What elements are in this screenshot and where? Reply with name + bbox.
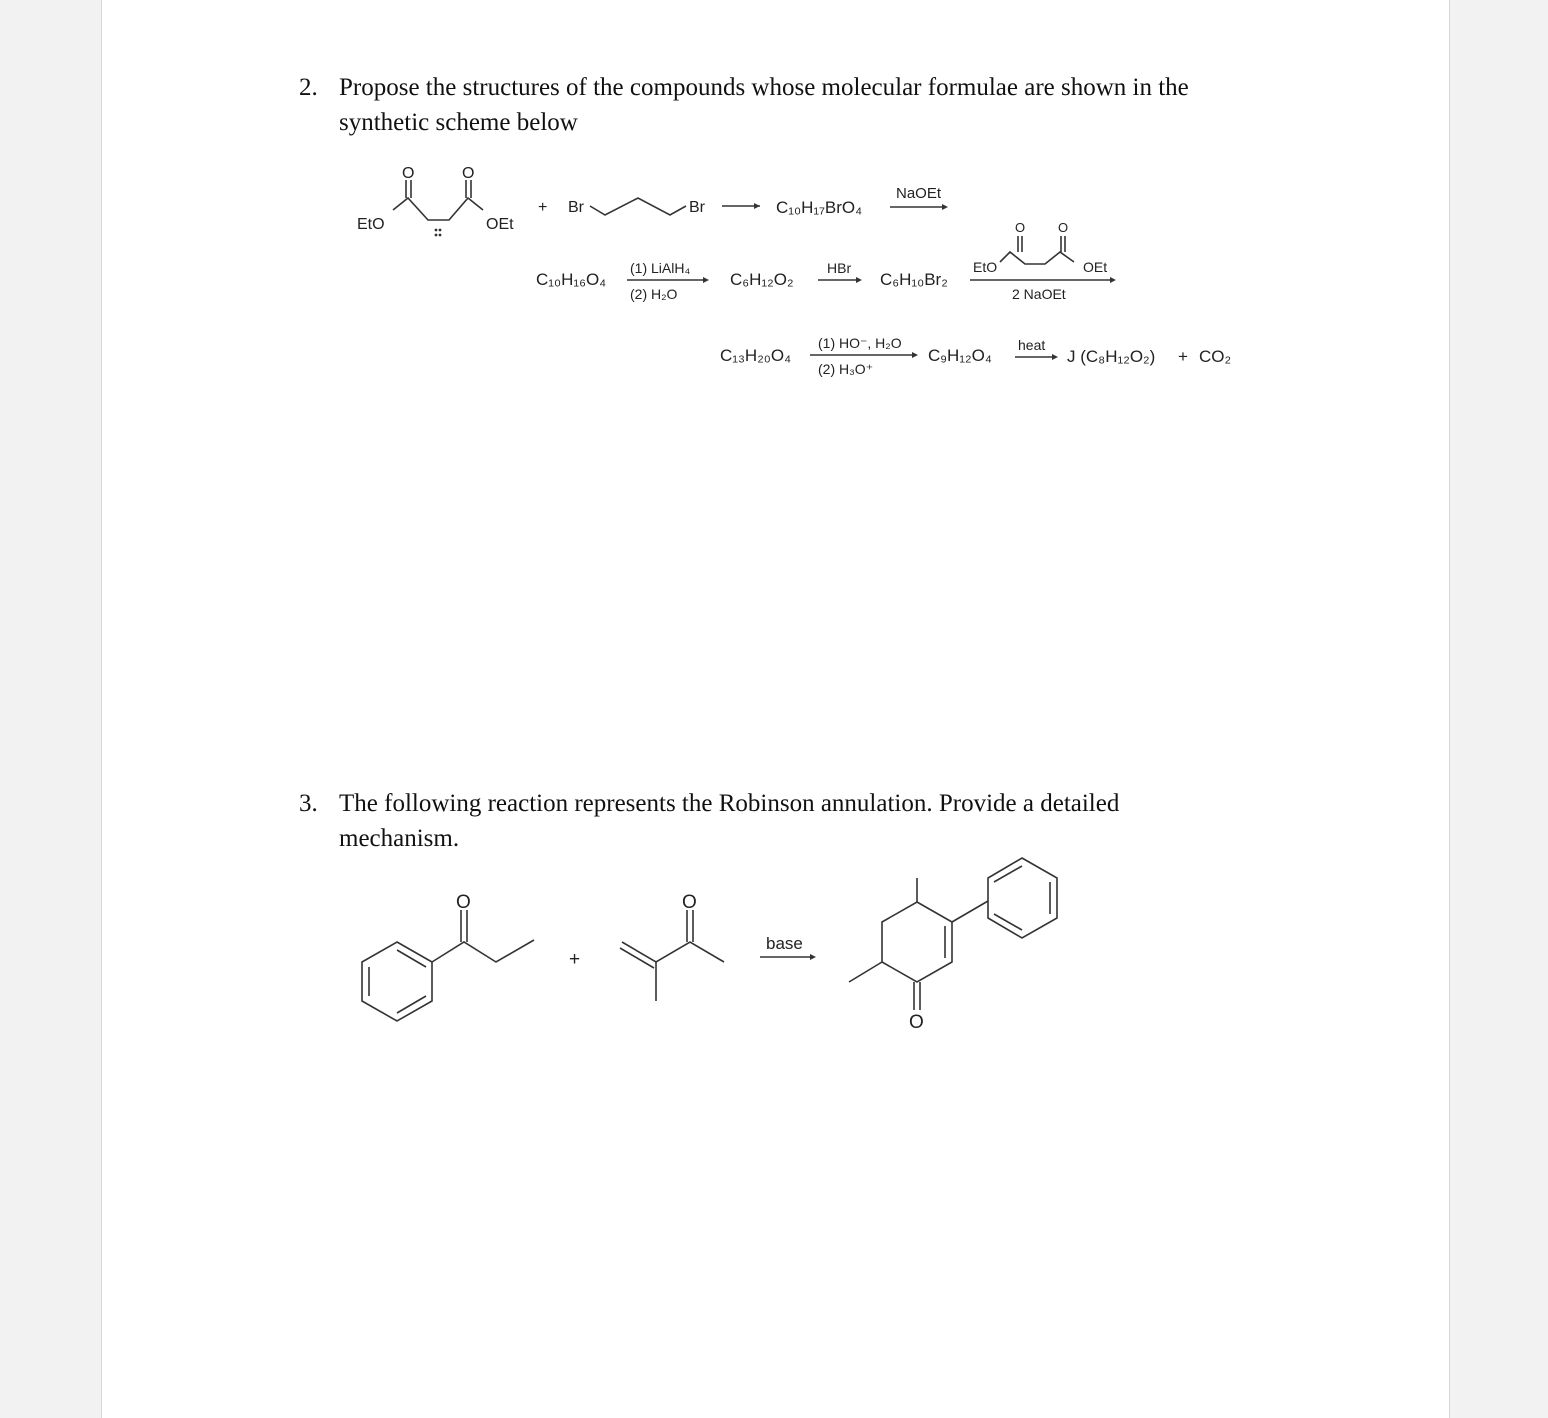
enone-structure	[620, 892, 724, 1001]
carbonyl-o-label: O	[456, 892, 471, 913]
plus-sign: +	[569, 949, 581, 970]
reagent-water: (2) H₂O	[630, 286, 678, 302]
reagent-naoet: NaOEt	[896, 185, 942, 202]
question-2-number: 2.	[299, 74, 318, 101]
reagent-hbr: HBr	[827, 260, 852, 276]
carbonyl-o-label: O	[1058, 220, 1069, 235]
dibromobutane-structure	[568, 198, 706, 216]
br-label: Br	[689, 199, 705, 216]
reagent-2-naoet: 2 NaOEt	[1012, 286, 1066, 302]
reagent-lialh4: (1) LiAlH₄	[630, 260, 691, 276]
formula-c13h20o4: C₁₃H₂₀O₄	[720, 346, 792, 365]
product-j: J (C₈H₁₂O₂)	[1067, 347, 1156, 366]
oet-label: OEt	[486, 216, 514, 233]
reagent-base: base	[766, 934, 803, 953]
question-2-line-1: Propose the structures of the compounds whose molecular formulae are shown in the	[339, 74, 1189, 101]
diethyl-malonate-reagent-structure	[973, 220, 1107, 275]
diethyl-malonate-structure	[357, 165, 514, 236]
reagent-hydroxide: (1) HO⁻, H₂O	[818, 335, 902, 351]
reagent-hydronium: (2) H₃O⁺	[818, 361, 874, 377]
carbonyl-o-label: O	[909, 1012, 924, 1033]
carbonyl-o-label: O	[682, 892, 697, 913]
formula-c10h16o4: C₁₀H₁₆O₄	[536, 270, 607, 289]
robinson-annulation-scheme	[0, 840, 1548, 1100]
formula-c9h12o4: C₉H₁₂O₄	[928, 346, 992, 365]
oet-label: OEt	[1083, 259, 1108, 275]
formula-c6h12o2: C₆H₁₂O₂	[730, 270, 794, 289]
carbonyl-o-label: O	[1015, 220, 1026, 235]
question-3-number: 3.	[299, 790, 318, 817]
reagent-heat: heat	[1018, 337, 1046, 353]
propiophenone-structure	[362, 892, 534, 1021]
plus-sign: +	[538, 199, 548, 216]
carbonyl-o-label: O	[402, 165, 415, 182]
formula-c6h10br2: C₆H₁₀Br₂	[880, 270, 948, 289]
carbonyl-o-label: O	[462, 165, 475, 182]
formula-co2: CO₂	[1199, 347, 1232, 366]
question-3-line-2: mechanism.	[339, 825, 460, 852]
br-label: Br	[568, 199, 584, 216]
question-3-line-1: The following reaction represents the Robinson annulation. Provide a detailed	[339, 790, 1120, 817]
formula-c10h17bro4: C₁₀H₁₇BrO₄	[776, 198, 863, 217]
question-2-line-2: synthetic scheme below	[339, 109, 578, 136]
annulation-product-structure	[849, 858, 1057, 1033]
eto-label: EtO	[973, 259, 998, 275]
eto-label: EtO	[357, 216, 385, 233]
synthetic-scheme	[0, 0, 1548, 420]
plus-sign: +	[1178, 347, 1188, 366]
